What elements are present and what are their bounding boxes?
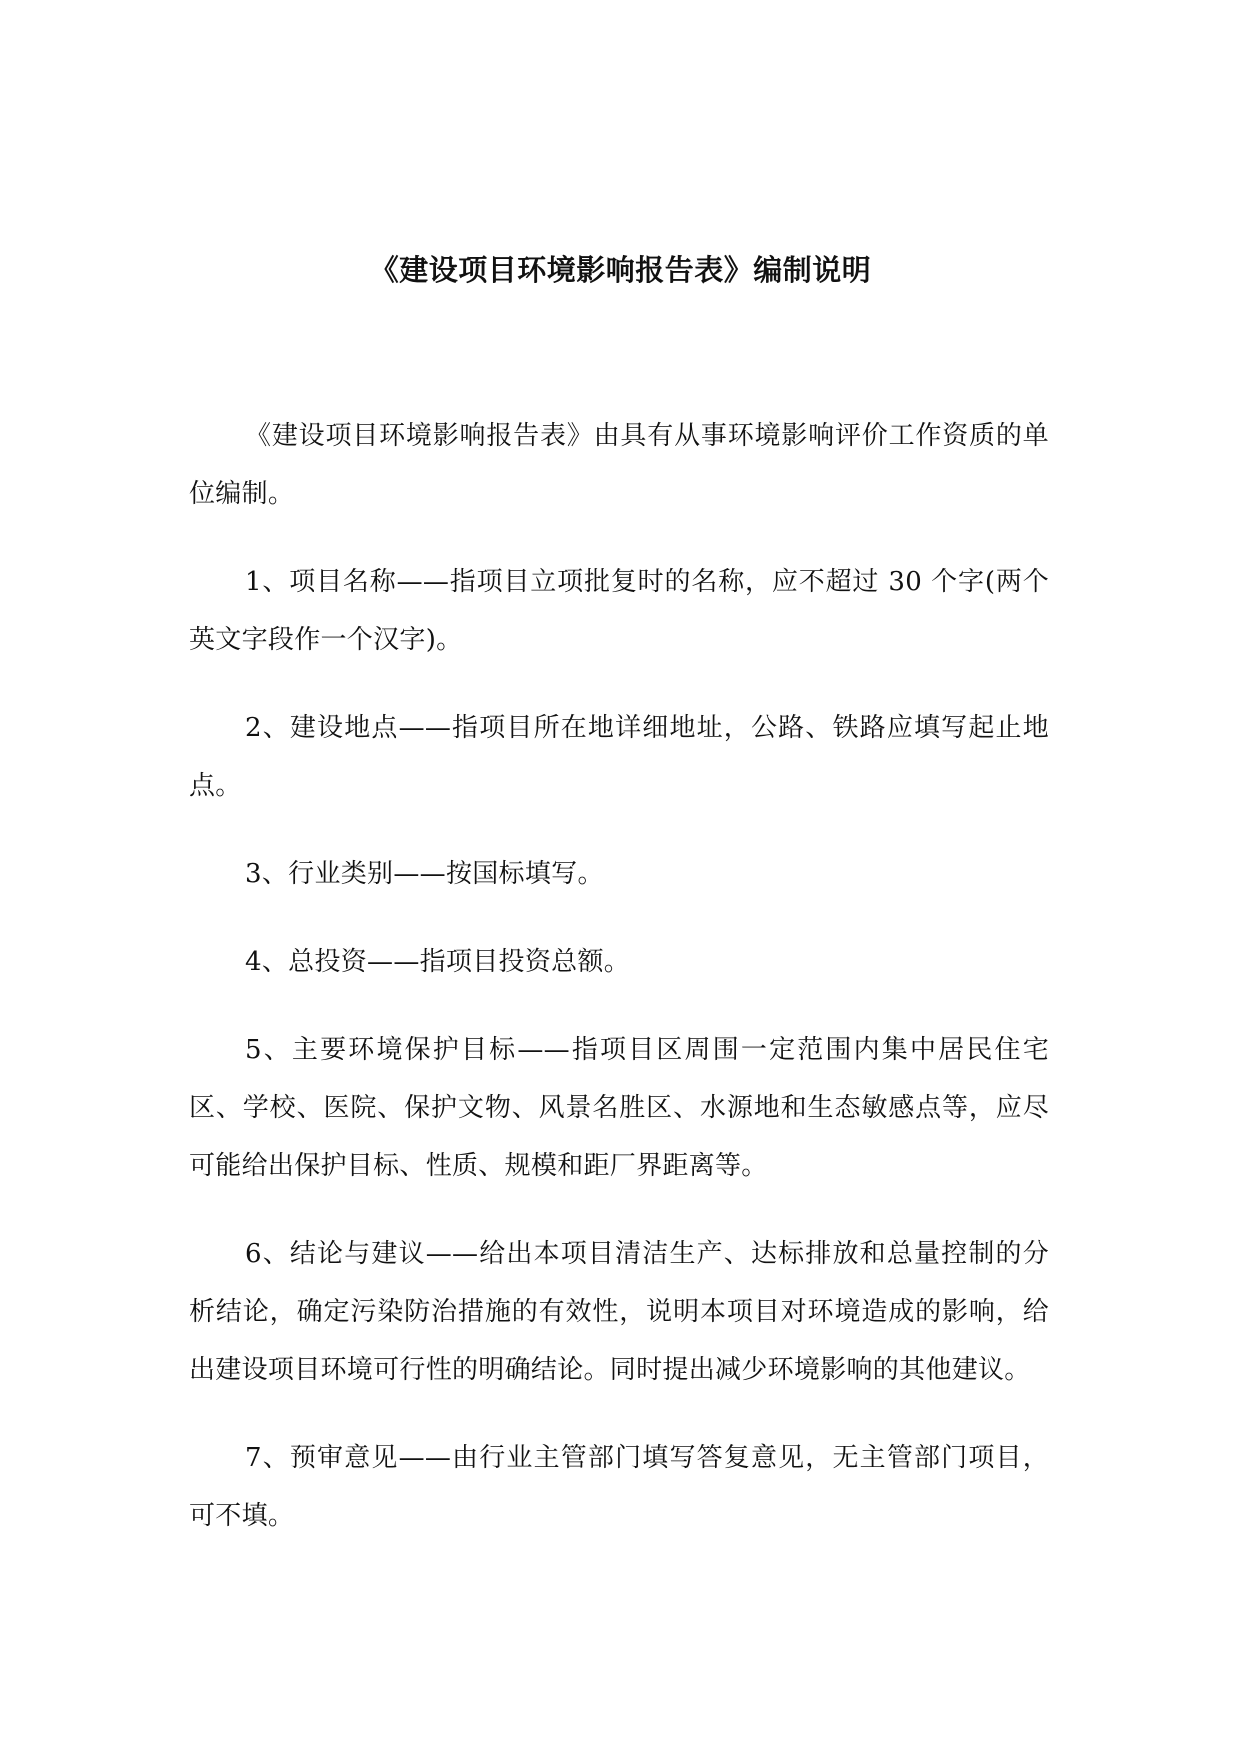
item-industry-category: 3、行业类别——按国标填写。 xyxy=(245,859,604,889)
item-protection-targets: 5、主要环境保护目标——指项目区周围一定范围内集中居民住宅区、学校、医院、保护文物、风景名胜区、水源地和生态敏感点等，应尽可能给出保护目标、性质、规模和距厂界距离等。 xyxy=(189,1035,1049,1181)
intro-paragraph: 《建设项目环境影响报告表》由具有从事环境影响评价工作资质的单位编制。 xyxy=(189,421,1049,509)
item-total-investment: 4、总投资——指项目投资总额。 xyxy=(245,947,631,977)
item-conclusions: 6、结论与建议——给出本项目清洁生产、达标排放和总量控制的分析结论，确定污染防治措施的有效性，说明本项目对环境造成的影响，给出建设项目环境可行性的明确结论。同时提出减少环境影响的其他建议。 xyxy=(189,1239,1049,1385)
document-body xyxy=(189,407,1049,1575)
item-construction-site: 2、建设地点——指项目所在地详细地址，公路、铁路应填写起止地点。 xyxy=(189,713,1049,801)
document-title: 《建设项目环境影响报告表》编制说明 xyxy=(369,253,872,287)
item-project-name: 1、项目名称——指项目立项批复时的名称，应不超过 30 个字(两个英文字段作一个汉字)。 xyxy=(189,567,1049,655)
item-pre-review: 7、预审意见——由行业主管部门填写答复意见，无主管部门项目，可不填。 xyxy=(189,1443,1049,1531)
